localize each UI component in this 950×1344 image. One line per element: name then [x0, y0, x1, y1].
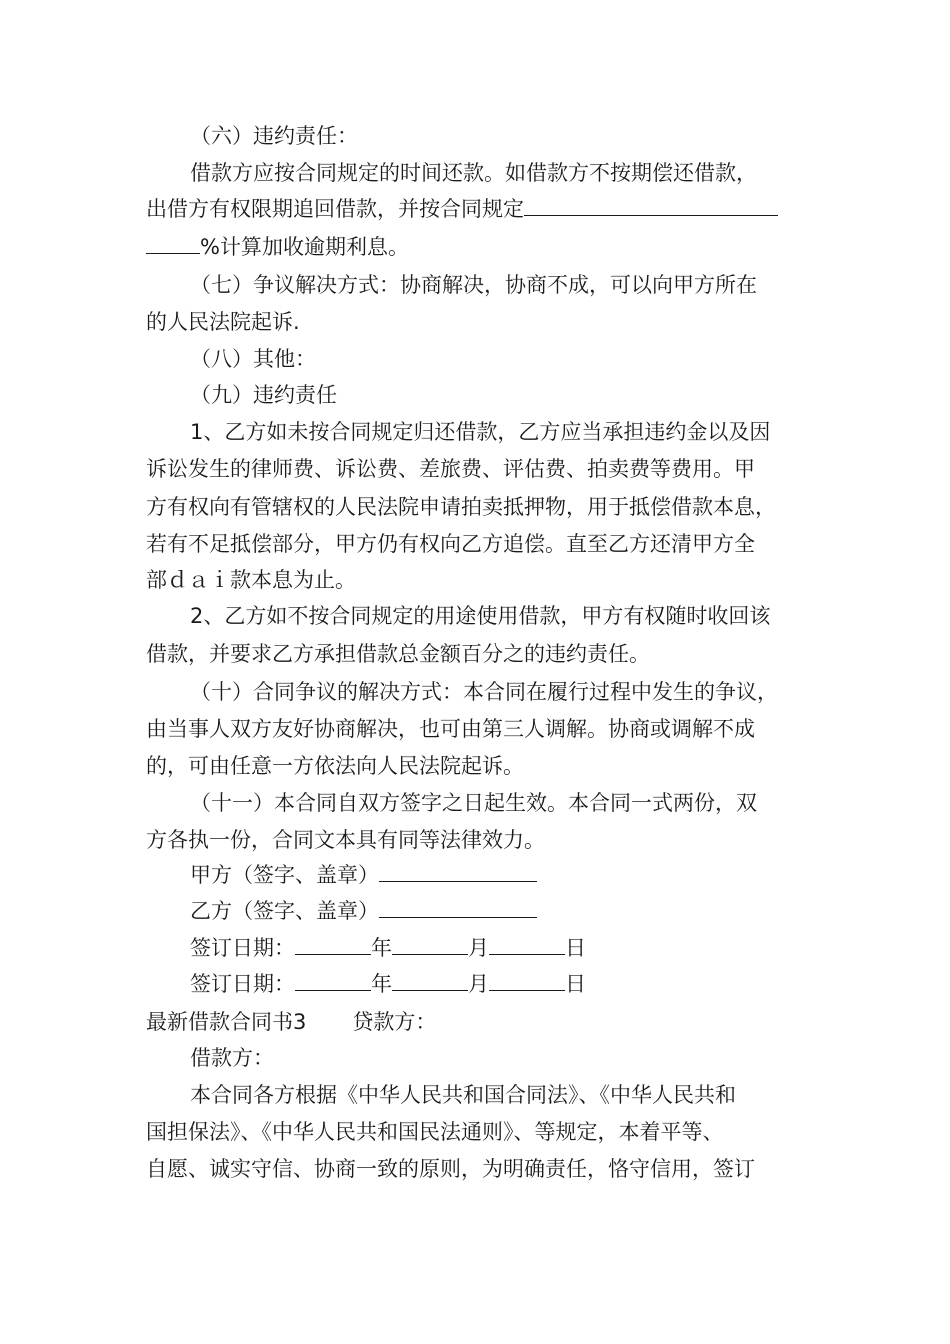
paragraph-line: 自愿、诚实守信、协商一致的原则，为明确责任，恪守信用，签订 — [146, 1157, 755, 1181]
day-blank — [489, 966, 565, 991]
paragraph-line: 若有不足抵偿部分，甲方仍有权向乙方追偿。直至乙方还清甲方全 — [146, 532, 755, 556]
paragraph-line: %计算加收逾期利息。 — [146, 229, 409, 265]
paragraph-line: 国担保法》、《中华人民共和国民法通则》、等规定，本着平等、 — [146, 1120, 724, 1144]
section-11-line: （十一）本合同自双方签字之日起生效。本合同一式两份，双 — [190, 791, 757, 815]
paragraph-line: 的人民法院起诉. — [146, 310, 300, 334]
signing-date-line: 签订日期： 年 月 日 — [190, 930, 586, 966]
signature-blank — [379, 893, 537, 918]
lender-label: 贷款方： — [352, 1010, 437, 1034]
section-6-heading: （六）违约责任： — [190, 124, 358, 148]
paragraph-line: 本合同各方根据《中华人民共和国合同法》、《中华人民共和 — [190, 1083, 736, 1107]
fill-in-blank — [146, 229, 200, 254]
month-blank — [392, 966, 468, 991]
paragraph-line: 的，可由任意一方依法向人民法院起诉。 — [146, 754, 524, 778]
party-b-signature-line: 乙方（签字、盖章） — [190, 893, 537, 929]
year-blank — [295, 966, 371, 991]
fill-in-blank — [524, 191, 778, 216]
section-10-line: （十）合同争议的解决方式：本合同在履行过程中发生的争议， — [190, 680, 778, 704]
paragraph-line: 借款方应按合同规定的时间还款。如借款方不按期偿还借款， — [190, 161, 757, 185]
month-blank — [392, 930, 468, 955]
contract-title: 最新借款合同书3 — [146, 1010, 307, 1034]
paragraph-line: 1、乙方如未按合同规定归还借款，乙方应当承担违约金以及因 — [190, 420, 771, 444]
borrower-label: 借款方： — [190, 1046, 274, 1070]
paragraph-line: 借款，并要求乙方承担借款总金额百分之的违约责任。 — [146, 642, 650, 666]
signature-blank — [379, 857, 537, 882]
year-blank — [295, 930, 371, 955]
paragraph-line: 方各执一份，合同文本具有同等法律效力。 — [146, 828, 545, 852]
contract-title-line — [146, 1004, 436, 1040]
section-8-heading: （八）其他： — [190, 347, 316, 371]
day-blank — [489, 930, 565, 955]
paragraph-line: 出借方有权限期追回借款，并按合同规定 — [146, 191, 778, 227]
paragraph-line: 方有权向有管辖权的人民法院申请拍卖抵押物，用于抵偿借款本息， — [146, 495, 776, 519]
section-7-line: （七）争议解决方式：协商解决，协商不成，可以向甲方所在 — [190, 273, 757, 297]
party-a-signature-line: 甲方（签字、盖章） — [190, 857, 537, 893]
paragraph-line: 诉讼发生的律师费、诉讼费、差旅费、评估费、拍卖费等费用。甲 — [146, 457, 755, 481]
paragraph-line: 由当事人双方友好协商解决，也可由第三人调解。协商或调解不成 — [146, 717, 755, 741]
section-9-heading: （九）违约责任 — [190, 383, 337, 407]
signing-date-line: 签订日期： 年 月 日 — [190, 966, 586, 1002]
paragraph-line: 部ｄａｉ款本息为止。 — [146, 568, 356, 592]
paragraph-line: 2、乙方如不按合同规定的用途使用借款，甲方有权随时收回该 — [190, 604, 771, 628]
